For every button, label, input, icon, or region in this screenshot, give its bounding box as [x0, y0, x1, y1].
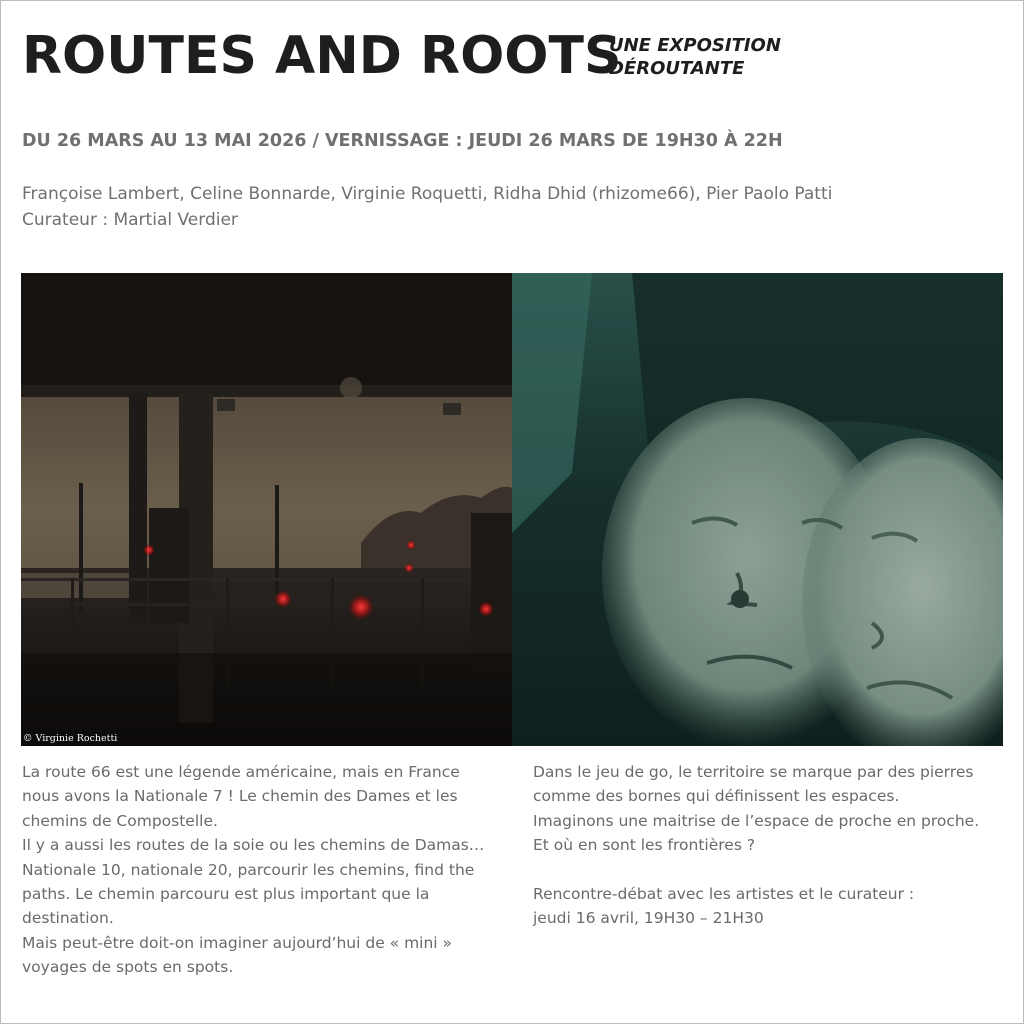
- paragraph-spacer: [533, 858, 1003, 882]
- text-left-paragraph-4: Mais peut-être doit-on imaginer aujourd’hui de « mini » voyages de spots en spots.: [22, 933, 453, 977]
- curator-line: Curateur : Martial Verdier: [22, 210, 238, 230]
- exhibition-title: ROUTES AND ROOTS: [22, 26, 622, 86]
- text-right-paragraph-5: jeudi 16 avril, 19H30 – 21H30: [533, 909, 764, 928]
- exhibition-subtitle: [609, 34, 781, 80]
- double-face-illustration: [512, 273, 1003, 746]
- artists-block: [22, 181, 832, 233]
- text-right-paragraph-4: Rencontre-débat avec les artistes et le curateur :: [533, 885, 915, 904]
- description-right-column: [533, 760, 1003, 931]
- subtitle-line-2: DÉROUTANTE: [609, 58, 745, 79]
- photo-credit: © Virginie Rochetti: [23, 733, 118, 744]
- text-right-paragraph-1: Dans le jeu de go, le territoire se marque par des pierres comme des bornes qui définissent les espaces.: [533, 763, 974, 806]
- text-right-paragraph-2: Imaginons une maitrise de l’espace de proche en proche.: [533, 811, 980, 830]
- artist-names: Françoise Lambert, Celine Bonnarde, Virginie Roquetti, Ridha Dhid (rhizome66), Pier Paolo Patti: [22, 184, 833, 204]
- text-left-paragraph-2: Il y a aussi les routes de la soie ou les chemins de Damas…: [22, 836, 485, 855]
- description-left-column: [22, 760, 492, 980]
- gas-station-illustration: [21, 273, 512, 746]
- text-left-paragraph-1: La route 66 est une légende américaine, mais en France nous avons la Nationale 7 ! Le chemin des Dames et les chemins de Compostelle.: [22, 763, 460, 830]
- text-left-paragraph-3: Nationale 10, nationale 20, parcourir les chemins, find the paths. Le chemin parcouru est plus important que la destination.: [22, 860, 475, 928]
- photo-gas-station: [21, 273, 512, 746]
- exhibition-dates: DU 26 MARS AU 13 MAI 2026 / VERNISSAGE : JEUDI 26 MARS DE 19H30 À 22H: [22, 131, 783, 151]
- photo-double-face: [512, 273, 1003, 746]
- text-right-paragraph-3: Et où en sont les frontières ?: [533, 836, 756, 855]
- subtitle-line-1: UNE EXPOSITION: [609, 35, 781, 56]
